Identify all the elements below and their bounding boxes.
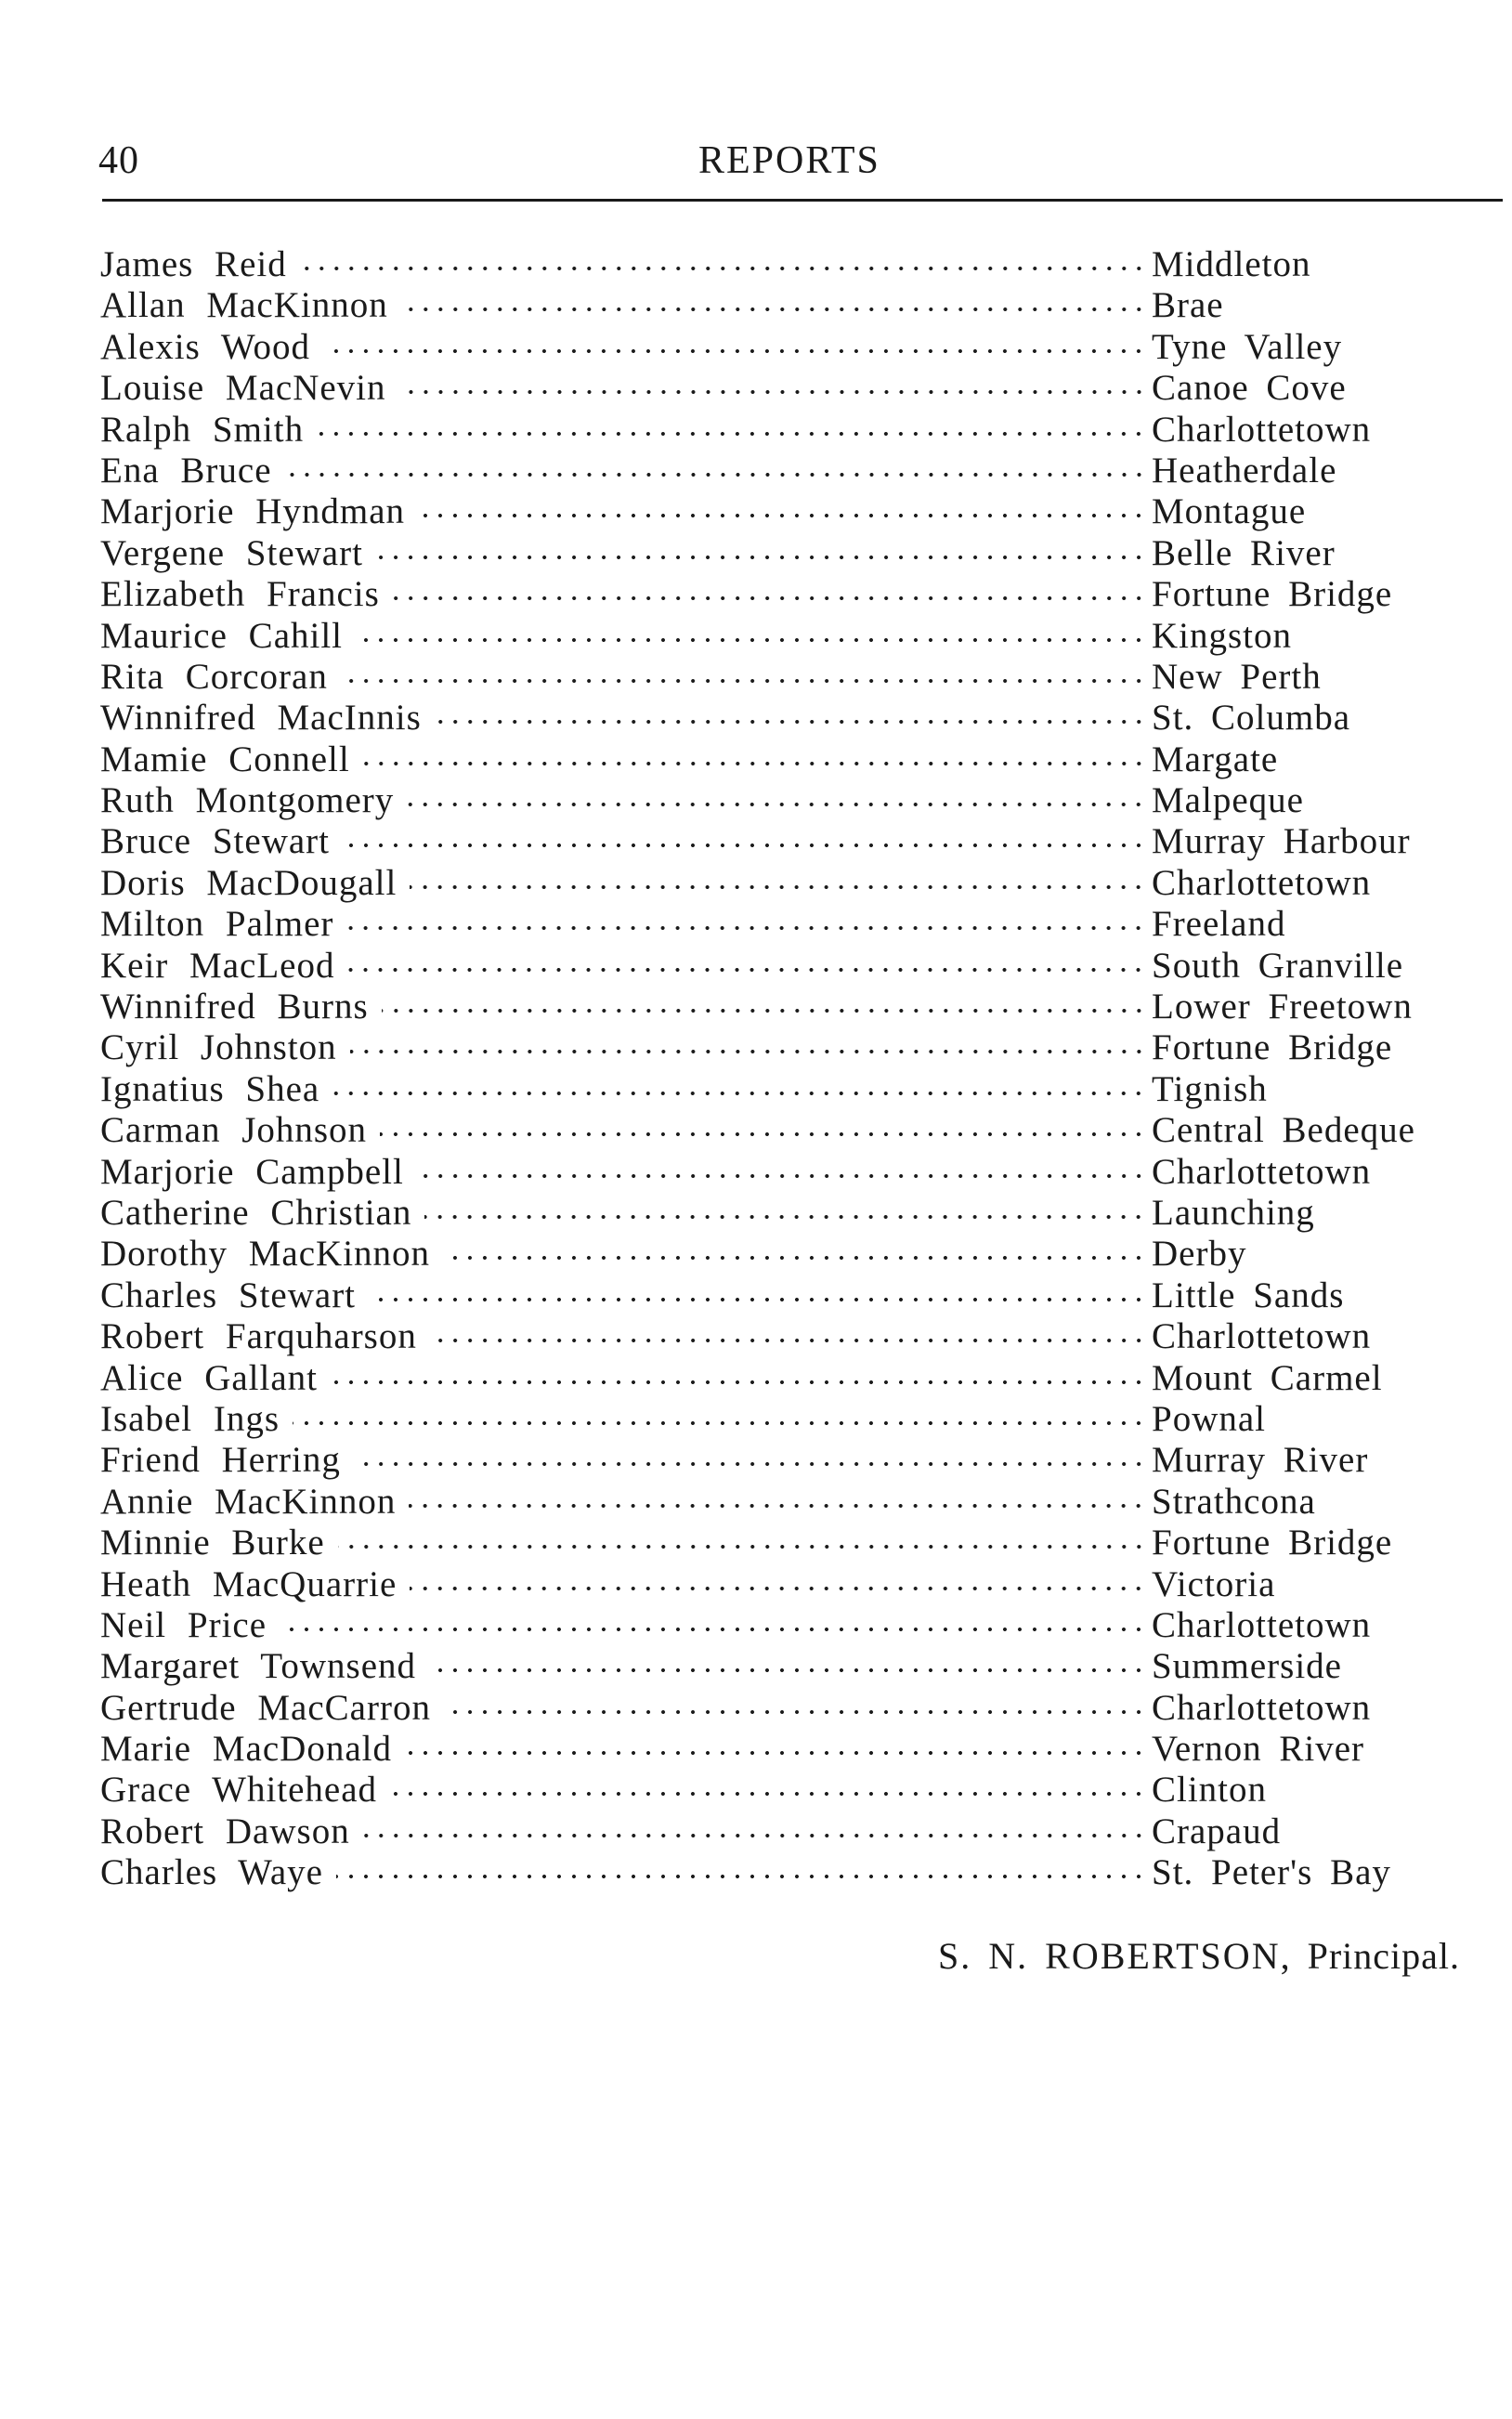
list-item (100, 780, 1430, 821)
list-item (100, 368, 1430, 409)
home-town: Mount Carmel (1152, 1357, 1383, 1398)
home-town: Kingston (1152, 615, 1293, 656)
home-town: Murray River (1152, 1440, 1369, 1481)
student-name: Cyril Johnston (100, 1027, 337, 1068)
dot-leader (356, 634, 1146, 646)
home-town: Pownal (1152, 1398, 1266, 1439)
list-item (100, 739, 1430, 780)
home-town: Summerside (1152, 1646, 1342, 1687)
home-town: Charlottetown (1152, 1604, 1372, 1645)
list-item (100, 285, 1430, 326)
student-name: Allan MacKinnon (100, 285, 388, 326)
list-item (100, 451, 1430, 491)
home-town: Tyne Valley (1152, 326, 1343, 367)
student-name: Grace Whitehead (100, 1770, 378, 1811)
signature-line (938, 1934, 1460, 1979)
dot-leader (343, 840, 1146, 851)
student-name: Ena Bruce (100, 450, 272, 490)
dot-leader (341, 675, 1146, 686)
home-town: Vernon River (1152, 1729, 1365, 1770)
student-name: Rita Corcoran (100, 656, 328, 697)
list-item (100, 244, 1430, 285)
student-name: Ignatius Shea (100, 1068, 320, 1109)
student-list (100, 244, 1430, 1894)
list-item (100, 1316, 1430, 1357)
dot-leader (331, 1377, 1146, 1388)
list-item (100, 1110, 1430, 1151)
home-town: Strathcona (1152, 1481, 1316, 1522)
signatory-title: Principal. (1307, 1935, 1460, 1977)
student-name: Marjorie Campbell (100, 1151, 404, 1192)
student-name: Minnie Burke (100, 1523, 325, 1563)
list-item (100, 410, 1430, 451)
home-town: Canoe Cove (1152, 368, 1347, 409)
student-name: Charles Stewart (100, 1275, 357, 1315)
dot-leader (409, 1500, 1146, 1511)
list-item (100, 946, 1430, 987)
list-item (100, 821, 1430, 862)
list-item (100, 657, 1430, 698)
home-town: New Perth (1152, 656, 1322, 697)
student-name: Friend Herring (100, 1440, 341, 1481)
home-town: Derby (1152, 1234, 1247, 1275)
student-name: Marie MacDonald (100, 1729, 392, 1770)
list-item (100, 904, 1430, 945)
dot-leader (280, 1624, 1146, 1635)
home-town: Charlottetown (1152, 1687, 1372, 1728)
home-town: Heatherdale (1152, 450, 1337, 490)
student-name: Neil Price (100, 1604, 267, 1645)
list-item (100, 1399, 1430, 1440)
dot-leader (317, 428, 1146, 439)
student-name: Robert Dawson (100, 1811, 350, 1851)
student-name: Catherine Christian (100, 1192, 412, 1233)
list-item (100, 1523, 1430, 1563)
student-name: Milton Palmer (100, 904, 334, 945)
student-name: Alexis Wood (100, 326, 311, 367)
home-town: Malpeque (1152, 780, 1304, 821)
dot-leader (363, 1830, 1146, 1841)
student-name: Louise MacNevin (100, 368, 386, 409)
student-name: Gertrude MacCarron (100, 1687, 431, 1728)
list-item (100, 1069, 1430, 1110)
home-town: South Granville (1152, 945, 1404, 986)
dot-leader (382, 1005, 1146, 1016)
dot-leader (405, 1747, 1146, 1759)
list-item (100, 574, 1430, 615)
running-head: REPORTS (698, 139, 880, 182)
list-item (100, 1358, 1430, 1399)
dot-leader (293, 1418, 1146, 1429)
home-town: Charlottetown (1152, 1316, 1372, 1357)
list-item (100, 863, 1430, 904)
dot-leader (336, 1871, 1146, 1882)
dot-leader (376, 552, 1146, 563)
dot-leader (332, 1088, 1146, 1099)
student-name: Elizabeth Francis (100, 574, 380, 615)
dot-leader (323, 346, 1146, 357)
home-town: Margate (1152, 739, 1279, 779)
student-name: Heath MacQuarrie (100, 1563, 398, 1604)
dot-leader (418, 510, 1146, 521)
dot-leader (410, 1583, 1146, 1594)
list-item (100, 698, 1430, 739)
home-town: Charlottetown (1152, 1151, 1372, 1192)
home-town: Montague (1152, 491, 1307, 532)
list-item (100, 987, 1430, 1027)
dot-leader (399, 386, 1146, 398)
student-name: Marjorie Hyndman (100, 491, 406, 532)
student-name: Charles Waye (100, 1852, 323, 1893)
home-town: St. Peter's Bay (1152, 1852, 1391, 1893)
home-town: Charlottetown (1152, 862, 1372, 903)
home-town: Clinton (1152, 1770, 1268, 1811)
home-town: Launching (1152, 1192, 1315, 1233)
list-item (100, 1564, 1430, 1605)
student-name: Carman Johnson (100, 1110, 368, 1151)
dot-leader (444, 1706, 1146, 1718)
home-town: Central Bedeque (1152, 1110, 1415, 1151)
student-name: Mamie Connell (100, 739, 350, 779)
dot-leader (346, 922, 1146, 934)
student-name: Alice Gallant (100, 1357, 318, 1398)
list-item (100, 1688, 1430, 1729)
list-item (100, 327, 1430, 368)
student-name: Doris MacDougall (100, 862, 398, 903)
list-item (100, 616, 1430, 657)
list-item (100, 1440, 1430, 1481)
list-item (100, 1605, 1430, 1646)
dot-leader (410, 882, 1146, 893)
student-name: Dorothy MacKinnon (100, 1234, 431, 1275)
list-item (100, 1152, 1430, 1193)
list-item (100, 1193, 1430, 1234)
home-town: St. Columba (1152, 698, 1351, 739)
dot-leader (338, 1541, 1146, 1552)
header-rule (102, 199, 1503, 202)
dot-leader (347, 964, 1146, 975)
dot-leader (424, 1211, 1146, 1223)
home-town: Crapaud (1152, 1811, 1282, 1851)
home-town: Charlottetown (1152, 409, 1372, 450)
dot-leader (390, 1788, 1146, 1799)
dot-leader (430, 1335, 1146, 1346)
home-town: Brae (1152, 285, 1224, 326)
home-town: Victoria (1152, 1563, 1276, 1604)
student-name: Margaret Townsend (100, 1646, 417, 1687)
dot-leader (369, 1294, 1146, 1305)
dot-leader (350, 1046, 1146, 1057)
home-town: Middleton (1152, 244, 1311, 284)
home-town: Murray Harbour (1152, 821, 1411, 862)
list-item (100, 1729, 1430, 1770)
list-item (100, 533, 1430, 574)
student-name: Winnifred MacInnis (100, 698, 422, 739)
list-item (100, 1027, 1430, 1068)
dot-leader (429, 1665, 1146, 1676)
student-name: Maurice Cahill (100, 615, 344, 656)
home-town: Little Sands (1152, 1275, 1345, 1315)
dot-leader (354, 1458, 1146, 1470)
student-name: James Reid (100, 244, 287, 284)
list-item (100, 1275, 1430, 1316)
signatory-name: S. N. ROBERTSON, (938, 1935, 1292, 1977)
dot-leader (380, 1129, 1146, 1140)
student-name: Bruce Stewart (100, 821, 331, 862)
list-item (100, 1852, 1430, 1893)
list-item (100, 491, 1430, 532)
dot-leader (407, 799, 1146, 810)
dot-leader (300, 263, 1146, 274)
list-item (100, 1646, 1430, 1687)
home-town: Fortune Bridge (1152, 574, 1393, 615)
dot-leader (435, 716, 1146, 727)
student-name: Isabel Ings (100, 1398, 280, 1439)
student-name: Annie MacKinnon (100, 1481, 397, 1522)
page-number: 40 (98, 139, 139, 182)
student-name: Vergene Stewart (100, 532, 363, 573)
home-town: Fortune Bridge (1152, 1027, 1393, 1068)
student-name: Ruth Montgomery (100, 780, 395, 821)
dot-leader (443, 1252, 1146, 1263)
home-town: Freeland (1152, 904, 1286, 945)
student-name: Winnifred Burns (100, 987, 369, 1027)
home-town: Tignish (1152, 1068, 1268, 1109)
list-item (100, 1811, 1430, 1852)
student-name: Ralph Smith (100, 409, 305, 450)
list-item (100, 1234, 1430, 1275)
list-item (100, 1482, 1430, 1523)
dot-leader (401, 304, 1146, 315)
home-town: Lower Freetown (1152, 987, 1413, 1027)
student-name: Robert Farquharson (100, 1316, 417, 1357)
student-name: Keir MacLeod (100, 945, 335, 986)
home-town: Belle River (1152, 532, 1336, 573)
home-town: Fortune Bridge (1152, 1523, 1393, 1563)
dot-leader (285, 469, 1146, 480)
list-item (100, 1770, 1430, 1811)
dot-leader (363, 758, 1146, 769)
dot-leader (393, 593, 1146, 604)
dot-leader (417, 1170, 1146, 1182)
